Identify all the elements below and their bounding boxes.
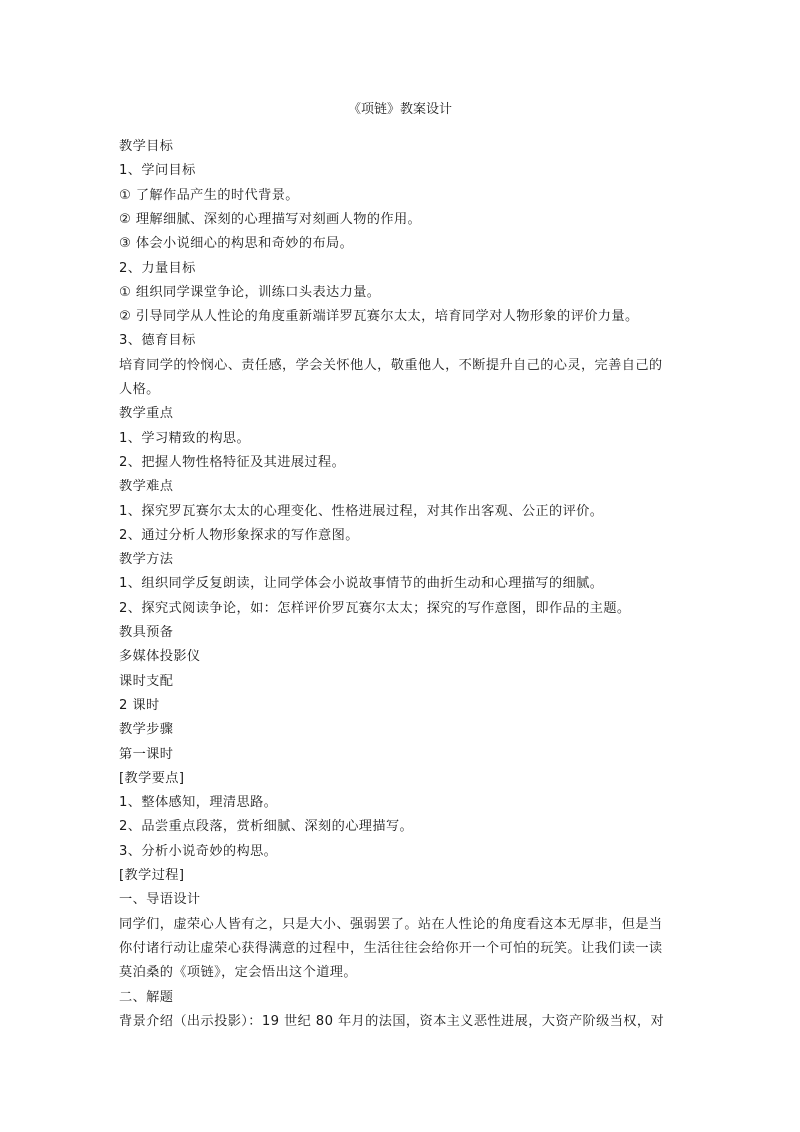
text-line: 2、力量目标	[119, 261, 196, 276]
text-line: 2 课时	[119, 698, 160, 713]
text-line: [教学要点]	[119, 771, 185, 786]
text-line: 教学难点	[119, 479, 174, 494]
text-line: 教学重点	[119, 406, 174, 421]
text-line: [教学过程]	[119, 868, 185, 883]
text-line: 3、德育目标	[119, 333, 196, 348]
text-line: 你付诸行动让虚荣心获得满意的过程中，生活往往会给你开一个可怕的玩笑。让我们读一读	[119, 941, 663, 956]
text-line: ② 理解细腻、深刻的心理描写对刻画人物的作用。	[119, 212, 422, 227]
text-line: 2、品尝重点段落，赏析细腻、深刻的心理描写。	[119, 819, 414, 834]
document-title: 《项链》教案设计	[347, 102, 452, 117]
text-line: 一、导语设计	[119, 892, 201, 907]
text-line: ① 了解作品产生的时代背景。	[119, 188, 299, 203]
text-line: 2、把握人物性格特征及其进展过程。	[119, 455, 346, 470]
text-line: 教学方法	[119, 552, 174, 567]
text-line: 同学们，虚荣心人皆有之，只是大小、强弱罢了。站在人性论的角度看这本无厚非，但是当	[119, 917, 663, 932]
text-line: 第一课时	[119, 747, 174, 762]
text-line: ③ 体会小说细心的构思和奇妙的布局。	[119, 236, 354, 251]
text-line: 1、组织同学反复朗读，让同学体会小说故事情节的曲折生动和心理描写的细腻。	[119, 576, 604, 591]
text-line: 2、通过分析人物形象探求的写作意图。	[119, 528, 359, 543]
text-line: 1、探究罗瓦赛尔太太的心理变化、性格进展过程，对其作出客观、公正的评价。	[119, 504, 604, 519]
text-line: 培育同学的怜悯心、责任感，学会关怀他人，敬重他人，不断提升自己的心灵，完善自己的	[119, 358, 663, 373]
text-line: 1、学习精致的构思。	[119, 431, 251, 446]
text-line: 莫泊桑的《项链》，定会悟出这个道理。	[119, 965, 357, 980]
text-line: 教学步骤	[119, 722, 174, 737]
text-line: 课时支配	[119, 674, 174, 689]
text-line: ① 组织同学课堂争论，训练口头表达力量。	[119, 285, 381, 300]
text-line: 背景介绍（出示投影）：19 世纪 80 年月的法国，资本主义恶性进展，大资产阶级当权，对	[119, 1014, 665, 1029]
text-line: 1、学问目标	[119, 163, 196, 178]
text-line: 教学目标	[119, 139, 174, 154]
text-line: 人格。	[119, 382, 160, 397]
text-line: 1、整体感知，理清思路。	[119, 795, 278, 810]
text-line: 多媒体投影仪	[119, 649, 201, 664]
text-line: 教具预备	[119, 625, 174, 640]
text-line: 二、解题	[119, 990, 174, 1005]
text-line: 2、探究式阅读争论，如：怎样评价罗瓦赛尔太太；探究的写作意图，即作品的主题。	[119, 601, 631, 616]
text-line: ② 引导同学从人性论的角度重新端详罗瓦赛尔太太，培育同学对人物形象的评价力量。	[119, 309, 639, 324]
text-line: 3、分析小说奇妙的构思。	[119, 844, 278, 859]
